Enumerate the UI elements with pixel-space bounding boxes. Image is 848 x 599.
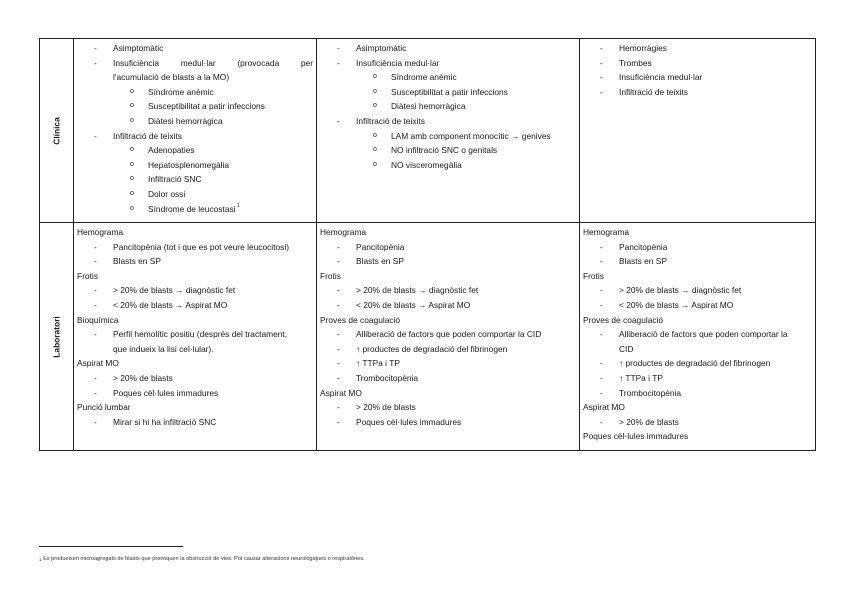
list-item <box>74 283 316 298</box>
item-text: Hemograma <box>320 227 367 237</box>
cell-clinica-col1 <box>74 39 317 222</box>
item-text: Bioquímica <box>77 314 119 325</box>
item-text: Trombocitopènia <box>356 372 419 383</box>
dash-bullet-icon: - <box>337 57 340 68</box>
section-heading <box>74 269 316 284</box>
circle-bullet-icon: o <box>373 73 377 81</box>
dash-bullet-icon: - <box>600 72 603 83</box>
dash-bullet-icon: - <box>600 358 603 369</box>
circle-bullet-icon: o <box>130 102 134 110</box>
dash-bullet-icon: - <box>94 372 97 383</box>
list-item <box>317 158 579 173</box>
item-text: Aspirat MO <box>77 358 119 369</box>
cell-clinica-col2 <box>317 39 580 222</box>
list-item <box>317 56 579 71</box>
cell-laboratori-col3 <box>580 223 815 450</box>
item-text: ↑ TTPa i TP <box>356 358 400 369</box>
dash-bullet-icon: - <box>337 285 340 296</box>
footnote-divider <box>39 546 183 547</box>
section-heading <box>580 269 815 284</box>
list-item <box>74 99 316 114</box>
list-item <box>580 254 815 269</box>
dash-bullet-icon: - <box>337 358 340 369</box>
row-label-clinica: Clínica <box>51 116 62 145</box>
dash-bullet-icon: - <box>600 43 603 53</box>
list-item <box>580 240 815 255</box>
list-item <box>74 129 316 144</box>
list-item <box>74 415 316 430</box>
dash-bullet-icon: - <box>337 115 340 126</box>
item-text: ↑ productes de degradació del fibrinogen <box>619 358 771 369</box>
dash-bullet-icon: - <box>337 402 340 413</box>
circle-bullet-icon: o <box>373 160 377 168</box>
list-item <box>580 85 815 100</box>
list-item <box>74 56 316 71</box>
item-text: Pancitopènia <box>356 241 405 252</box>
item-text: Pancitopènia (tot i que es pot veure leucocitosi) <box>113 241 289 252</box>
item-text: LAM amb component monocític → genives <box>391 130 551 141</box>
list-item <box>74 202 316 217</box>
dash-bullet-icon: - <box>94 285 97 296</box>
list-item <box>74 371 316 386</box>
dash-bullet-icon: - <box>337 329 340 340</box>
list-item <box>317 41 579 56</box>
item-text: Susceptibilitat a patir infeccions <box>148 101 265 112</box>
item-text: Alliberació de factors que poden comportar la <box>619 329 788 340</box>
dash-bullet-icon: - <box>337 372 340 383</box>
list-item <box>580 56 815 71</box>
list-item <box>74 327 316 342</box>
item-text: Aspirat MO <box>583 402 625 413</box>
item-text: Hepatosplenomegàlia <box>148 159 230 170</box>
list-item <box>580 283 815 298</box>
list-item <box>317 240 579 255</box>
item-text: Blasts en SP <box>356 256 404 267</box>
section-heading <box>317 269 579 284</box>
dash-bullet-icon: - <box>94 387 97 398</box>
item-text: > 20% de blasts → diagnòstic fet <box>356 285 479 296</box>
row-label-cell <box>40 39 74 222</box>
item-text: Susceptibilitat a patir infeccions <box>391 86 508 97</box>
dash-bullet-icon: - <box>600 241 603 252</box>
list-item <box>74 143 316 158</box>
list-item <box>74 41 316 56</box>
dash-bullet-icon: - <box>337 416 340 427</box>
cell-clinica-col3 <box>580 39 815 222</box>
row-label-cell <box>40 223 74 450</box>
list-item <box>317 85 579 100</box>
item-text: Infiltració de teixits <box>356 115 425 126</box>
list-item <box>74 254 316 269</box>
list-item <box>580 298 815 313</box>
dash-bullet-icon: - <box>600 372 603 383</box>
list-item <box>74 172 316 187</box>
list-item <box>74 85 316 100</box>
item-text: < 20% de blasts → Aspirat MO <box>356 299 471 310</box>
list-item <box>580 386 815 401</box>
dash-bullet-icon: - <box>600 285 603 296</box>
dash-bullet-icon: - <box>600 299 603 310</box>
item-text: Hemograma <box>77 227 124 237</box>
list-item <box>74 298 316 313</box>
item-text: Asimptomàtic <box>113 43 164 53</box>
circle-bullet-icon: o <box>130 189 134 197</box>
item-text: > 20% de blasts <box>356 402 416 413</box>
list-item <box>74 240 316 255</box>
item-text: Perfil hemolític positiu (després del tractament, <box>113 329 288 340</box>
item-text: Proves de coagulació <box>583 314 664 325</box>
item-text: < 20% de blasts → Aspirat MO <box>619 299 734 310</box>
dash-bullet-icon: - <box>600 57 603 68</box>
item-text: Trombes <box>619 57 652 68</box>
list-item <box>317 371 579 386</box>
list-item <box>317 298 579 313</box>
item-text: > 20% de blasts → diagnòstic fet <box>113 285 236 296</box>
item-text: Adenopaties <box>148 145 195 156</box>
circle-bullet-icon: o <box>373 131 377 139</box>
list-item <box>317 415 579 430</box>
dash-bullet-icon: - <box>94 256 97 267</box>
dash-bullet-icon: - <box>94 57 97 68</box>
dash-bullet-icon: - <box>337 343 340 354</box>
item-text: Pancitopènia <box>619 241 668 252</box>
circle-bullet-icon: o <box>130 87 134 95</box>
item-text: < 20% de blasts → Aspirat MO <box>113 299 228 310</box>
dash-bullet-icon: - <box>94 329 97 340</box>
item-text: Infiltració de teixits <box>113 130 182 141</box>
item-text: Insuficiència medul·lar (provocada per <box>113 57 313 68</box>
item-text: Hemograma <box>583 227 630 237</box>
section-heading <box>74 225 316 240</box>
list-item <box>580 41 815 56</box>
circle-bullet-icon: o <box>130 146 134 154</box>
dash-bullet-icon: - <box>94 130 97 141</box>
dash-bullet-icon: - <box>600 256 603 267</box>
item-text: que indueix la lisi cel·lular). <box>113 343 214 354</box>
item-text: Insuficiència medul·lar <box>356 57 440 68</box>
item-text: NO visceromegàlia <box>391 159 462 170</box>
dash-bullet-icon: - <box>337 256 340 267</box>
circle-bullet-icon: o <box>373 102 377 110</box>
section-heading <box>580 400 815 415</box>
item-text: Infiltració SNC <box>148 174 202 185</box>
section-heading <box>317 225 579 240</box>
list-item <box>317 283 579 298</box>
item-text: > 20% de blasts <box>113 372 173 383</box>
list-item <box>74 114 316 129</box>
item-text: Asimptomàtic <box>356 43 407 53</box>
list-item-continuation <box>74 342 316 357</box>
section-heading <box>317 313 579 328</box>
circle-bullet-icon: o <box>130 116 134 124</box>
circle-bullet-icon: o <box>373 146 377 154</box>
item-text: Blasts en SP <box>619 256 667 267</box>
list-item <box>74 158 316 173</box>
item-text: Mirar si hi ha infiltració SNC <box>113 416 217 427</box>
dash-bullet-icon: - <box>94 43 97 53</box>
section-heading <box>580 225 815 240</box>
dash-bullet-icon: - <box>600 416 603 427</box>
list-item <box>317 99 579 114</box>
list-item <box>317 400 579 415</box>
list-item <box>580 70 815 85</box>
section-heading <box>580 313 815 328</box>
item-text: Blasts en SP <box>113 256 161 267</box>
item-text: Aspirat MO <box>320 387 362 398</box>
item-text: Poques cèl·lules immadures <box>113 387 219 398</box>
item-text: Síndrome anèmic <box>391 72 457 83</box>
item-text: Poques cèl·lules immadures <box>356 416 462 427</box>
circle-bullet-icon: o <box>130 204 134 212</box>
item-text: Síndrome de leucostasi <box>148 203 236 214</box>
list-item <box>317 356 579 371</box>
item-text: ↑ productes de degradació del fibrinogen <box>356 343 508 354</box>
footnote-text: Es produeixen microagregats de blasts que provoquen la obstrucció de vies. Pot causar alteracions neurològiques o respiratòries. <box>43 556 365 562</box>
item-text: l'acumulació de blasts a la MO) <box>113 72 230 83</box>
dash-bullet-icon: - <box>337 241 340 252</box>
item-text: Frotis <box>77 270 98 281</box>
item-text: Insuficiència medul·lar <box>619 72 703 83</box>
item-text: Síndrome anèmic <box>148 86 214 97</box>
circle-bullet-icon: o <box>130 175 134 183</box>
list-item <box>74 187 316 202</box>
section-heading <box>74 356 316 371</box>
list-item <box>317 129 579 144</box>
list-item <box>317 143 579 158</box>
table-row-clinica <box>40 39 815 223</box>
table-row-laboratori <box>40 223 815 450</box>
item-text: Proves de coagulació <box>320 314 401 325</box>
list-item <box>580 415 815 430</box>
footnote-reference: 1 <box>237 202 240 209</box>
list-item <box>580 327 815 342</box>
dash-bullet-icon: - <box>600 387 603 398</box>
section-heading <box>317 386 579 401</box>
cell-laboratori-col2 <box>317 223 580 450</box>
list-item <box>74 386 316 401</box>
dash-bullet-icon: - <box>337 299 340 310</box>
item-text: NO infiltració SNC o genitals <box>391 145 498 156</box>
list-item <box>317 70 579 85</box>
row-label-laboratori: Laboratori <box>51 315 62 358</box>
list-item <box>580 371 815 386</box>
dash-bullet-icon: - <box>600 86 603 97</box>
item-text: Diàtesi hemorràgica <box>391 101 466 112</box>
list-item <box>317 327 579 342</box>
circle-bullet-icon: o <box>373 87 377 95</box>
item-text: Dolor ossi <box>148 188 186 199</box>
item-text: Alliberació de factors que poden comportar la CID <box>356 329 542 340</box>
item-text: Hemorràgies <box>619 43 667 53</box>
list-item-continuation <box>580 342 815 357</box>
item-text: > 20% de blasts <box>619 416 679 427</box>
list-item-continuation <box>74 70 316 85</box>
list-item <box>317 254 579 269</box>
section-heading <box>74 313 316 328</box>
footnote-mark: 1 <box>39 557 42 562</box>
item-text: > 20% de blasts → diagnòstic fet <box>619 285 742 296</box>
item-text: Infiltració de teixits <box>619 86 688 97</box>
cell-laboratori-col1 <box>74 223 317 450</box>
leukemia-comparison-table <box>39 38 816 451</box>
dash-bullet-icon: - <box>600 329 603 340</box>
item-text: Punció lumbar <box>77 402 131 413</box>
item-text: ↑ TTPa i TP <box>619 372 663 383</box>
list-item <box>580 356 815 371</box>
item-text: CID <box>619 343 634 354</box>
dash-bullet-icon: - <box>337 43 340 53</box>
circle-bullet-icon: o <box>130 160 134 168</box>
item-text: Poques cèl·lules immadures <box>583 431 689 442</box>
item-text: Diàtesi hemorràgica <box>148 115 223 126</box>
item-text: Frotis <box>320 270 341 281</box>
list-item <box>317 342 579 357</box>
section-heading <box>74 400 316 415</box>
dash-bullet-icon: - <box>94 299 97 310</box>
dash-bullet-icon: - <box>94 241 97 252</box>
list-item <box>317 114 579 129</box>
item-text: Trombocitopènia <box>619 387 682 398</box>
item-text: Frotis <box>583 270 604 281</box>
dash-bullet-icon: - <box>94 416 97 427</box>
footnote <box>39 556 365 563</box>
section-heading <box>580 429 815 444</box>
